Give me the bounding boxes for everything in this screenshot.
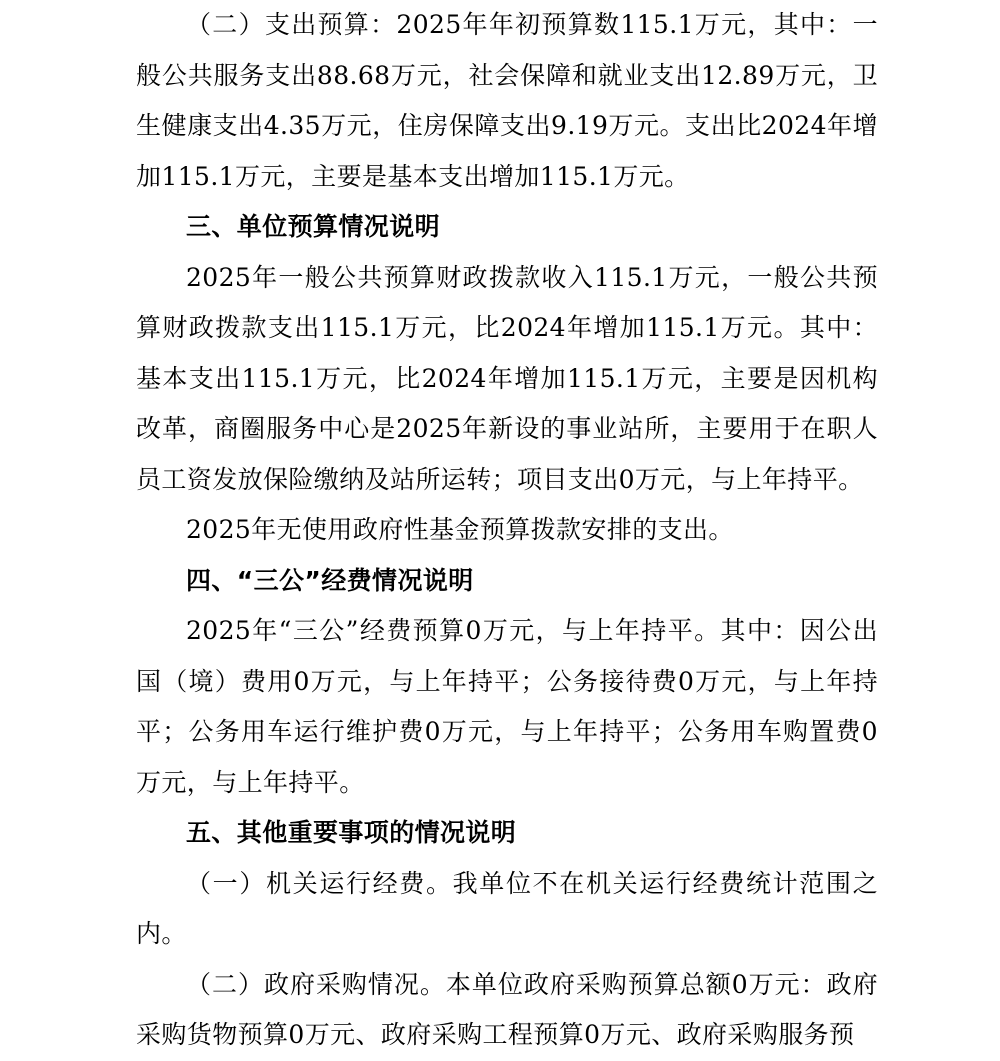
section-heading-unit-budget: 三、单位预算情况说明: [186, 212, 441, 241]
gov-fund-paragraph: 2025年无使用政府性基金预算拨款安排的支出。: [186, 515, 734, 544]
section-heading-three-public: 四、“三公”经费情况说明: [186, 565, 474, 595]
procurement-paragraph: （二）政府采购情况。本单位政府采购预算总额0万元：政府采购货物预算0万元、政府采购工程预算0万元、政府采购服务预: [136, 969, 878, 1049]
unit-budget-paragraph: 2025年一般公共预算财政拨款收入115.1万元，一般公共预算财政拨款支出115.1万元，比2024年增加115.1万元。其中：基本支出115.1万元，比2024年增加115.1万元，主要是因机构改革，商圈服务中心是2025年新设的事业站所，主要用于在职人员工资发放保险缴纳及站所运转；项目支出0万元，与上年持平。: [136, 262, 878, 494]
three-public-paragraph: 2025年“三公”经费预算0万元，与上年持平。其中：因公出国（境）费用0万元，与上年持平；公务接待费0万元，与上年持平；公务用车运行维护费0万元，与上年持平；公务用车购置费0万元，与上年持平。: [136, 616, 878, 797]
operating-expenses-paragraph: （一）机关运行经费。我单位不在机关运行经费统计范围之内。: [136, 868, 878, 948]
section-heading-other-matters: 五、其他重要事项的情况说明: [186, 818, 517, 847]
document-page: [136, 0, 878, 1061]
expenditure-budget-paragraph: （二）支出预算：2025年年初预算数115.1万元，其中：一般公共服务支出88.68万元，社会保障和就业支出12.89万元，卫生健康支出4.35万元，住房保障支出9.19万元。支出比2024年增加115.1万元，主要是基本支出增加115.1万元。: [136, 10, 878, 191]
